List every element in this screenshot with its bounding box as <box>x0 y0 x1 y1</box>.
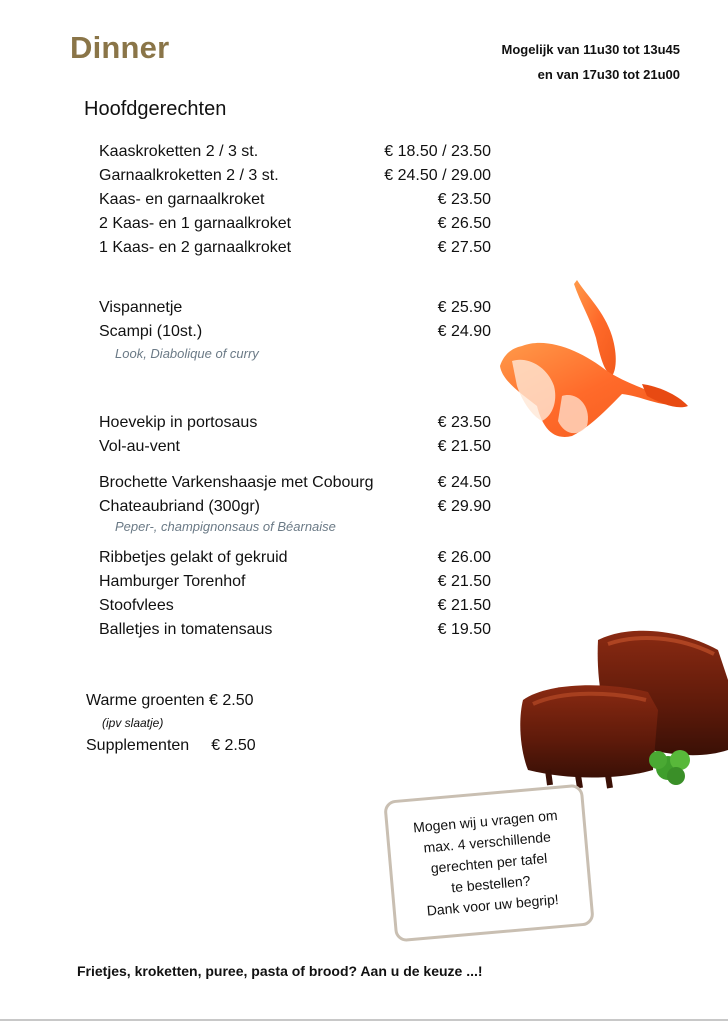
footer-text: Frietjes, kroketten, puree, pasta of brood? Aan u de keuze ...! <box>77 963 483 979</box>
item-name: Garnaalkroketten 2 / 3 st. <box>99 167 279 184</box>
menu-item <box>99 435 491 459</box>
menu-item <box>99 618 491 642</box>
notice-box <box>383 784 595 943</box>
page-title: Dinner <box>70 30 170 65</box>
item-price: € 21.50 <box>437 438 491 455</box>
menu-item <box>99 188 491 212</box>
supplements-price: € 2.50 <box>211 737 256 754</box>
menu-item <box>99 296 491 320</box>
menu-item <box>99 495 491 519</box>
notice-line: Dank voor uw begrip! <box>426 890 560 919</box>
menu-item <box>99 471 491 495</box>
menu-item <box>99 236 491 260</box>
section-title: Hoofdgerechten <box>84 98 227 120</box>
item-price: € 25.90 <box>437 299 491 316</box>
item-name: Vol-au-vent <box>99 438 180 455</box>
item-price: € 19.50 <box>437 621 491 638</box>
item-price: € 29.90 <box>437 498 491 515</box>
hours-line-1: Mogelijk van 11u30 tot 13u45 <box>501 42 680 57</box>
notice-line: gerechten per tafel <box>430 849 548 876</box>
item-name: Kaaskroketten 2 / 3 st. <box>99 143 259 160</box>
item-price: € 21.50 <box>437 597 491 614</box>
notice-line: max. 4 verschillende <box>422 828 552 856</box>
item-price: € 18.50 / 23.50 <box>384 143 491 160</box>
item-price: € 24.50 <box>437 474 491 491</box>
item-price: € 26.00 <box>437 549 491 566</box>
menu-item <box>99 164 491 188</box>
item-name: Balletjes in tomatensaus <box>99 621 273 638</box>
item-price: € 23.50 <box>437 191 491 208</box>
item-name: Ribbetjes gelakt of gekruid <box>99 549 288 566</box>
item-price: € 24.50 / 29.00 <box>384 167 491 184</box>
item-price: € 26.50 <box>437 215 491 232</box>
notice-line: Mogen wij u vragen om <box>412 806 559 835</box>
menu-item <box>99 594 491 618</box>
item-note: Peper-, champignonsaus of Béarnaise <box>115 519 336 534</box>
item-price: € 24.90 <box>437 323 491 340</box>
hours-line-2: en van 17u30 tot 21u00 <box>537 67 680 82</box>
menu-item <box>99 570 491 594</box>
menu-item <box>99 140 491 164</box>
menu-item <box>99 411 491 435</box>
notice-line: te bestellen? <box>450 871 532 895</box>
menu-item <box>99 212 491 236</box>
item-price: € 23.50 <box>437 414 491 431</box>
extra-vegetables: Warme groenten € 2.50 <box>86 692 254 709</box>
extra-vegetables-note: (ipv slaatje) <box>102 716 164 730</box>
item-price: € 27.50 <box>437 239 491 256</box>
supplements-label: Supplementen <box>86 737 190 754</box>
item-name: Kaas- en garnaalkroket <box>99 191 265 208</box>
item-name: Brochette Varkenshaasje met Cobourg <box>99 474 374 491</box>
item-price: € 21.50 <box>437 573 491 590</box>
item-note: Look, Diabolique of curry <box>115 346 259 361</box>
extra-supplements <box>86 737 256 755</box>
shrimp-photo <box>492 276 692 446</box>
bottom-divider <box>0 1019 728 1021</box>
item-name: Vispannetje <box>99 299 183 316</box>
ribs-photo <box>518 620 728 795</box>
item-name: 1 Kaas- en 2 garnaalkroket <box>99 239 292 256</box>
item-name: Hoevekip in portosaus <box>99 414 258 431</box>
item-name: Hamburger Torenhof <box>99 573 246 590</box>
menu-item <box>99 320 491 344</box>
item-name: Stoofvlees <box>99 597 174 614</box>
item-name: Scampi (10st.) <box>99 323 203 340</box>
item-name: Chateaubriand (300gr) <box>99 498 260 515</box>
menu-item <box>99 546 491 570</box>
item-name: 2 Kaas- en 1 garnaalkroket <box>99 215 292 232</box>
